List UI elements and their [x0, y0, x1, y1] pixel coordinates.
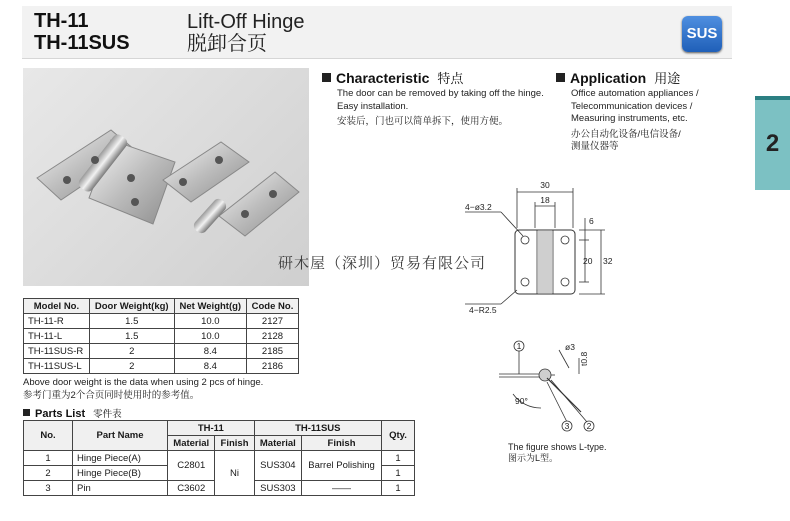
table-row: 1 Hinge Piece(A) C2801 Ni SUS304 Barrel Polishing 1	[24, 451, 415, 466]
spec-table-header	[24, 299, 299, 314]
table-row: TH-11SUS-L 2 8.4 2186	[24, 359, 299, 374]
dim-32: 32	[603, 256, 613, 266]
col-code-no: Code No.	[247, 299, 299, 314]
callout-1: 1	[516, 341, 522, 351]
drawing-caption: The figure shows L-type. 图示为L型。	[508, 442, 607, 463]
model-number-sus: TH-11SUS	[34, 32, 130, 54]
col-th11: TH-11	[168, 421, 255, 436]
dim-20: 20	[583, 256, 593, 266]
spec-table	[23, 298, 299, 374]
characteristic-text: The door can be removed by taking off the hinge. Easy installation. 安装后，门也可以简单拆下，使用方便。	[337, 88, 544, 127]
col-part-name: Part Name	[73, 421, 168, 451]
table-row: 3 Pin C3602 SUS303 —— 1	[24, 481, 415, 496]
col-finish-sus: Finish	[302, 436, 382, 451]
col-net-weight: Net Weight(g)	[174, 299, 246, 314]
product-title-cn: 脱卸合页	[187, 33, 267, 55]
col-finish: Finish	[215, 436, 254, 451]
dim-30: 30	[540, 180, 550, 190]
sus-badge: SUS	[682, 16, 722, 52]
callout-3: 3	[564, 421, 570, 431]
characteristic-heading: Characteristic 特点	[322, 68, 463, 87]
watermark-text: 研木屋（深圳）贸易有限公司	[278, 254, 487, 272]
hinge-photo-illustration	[23, 68, 309, 286]
square-bullet-icon	[556, 73, 565, 82]
pin-diameter: ø3	[565, 342, 575, 352]
table-row: TH-11-L 1.5 10.0 2128	[24, 329, 299, 344]
square-bullet-icon	[322, 73, 331, 82]
thickness-label: t0.8	[579, 351, 589, 366]
angle-label: 90°	[515, 396, 528, 406]
square-bullet-icon	[23, 409, 30, 416]
product-photo	[23, 68, 309, 286]
col-material: Material	[168, 436, 215, 451]
dim-18: 18	[540, 195, 550, 205]
col-door-weight: Door Weight(kg)	[89, 299, 174, 314]
col-no: No.	[24, 421, 73, 451]
hole-label: 4−ø3.2	[465, 202, 492, 212]
technical-drawing-side	[495, 338, 615, 438]
product-title-en: Lift-Off Hinge	[187, 11, 305, 33]
header-bar	[22, 6, 732, 59]
weight-note: Above door weight is the data when using 2 pcs of hinge. 参考门重为2个合页同时使用时的参考值。	[23, 377, 264, 401]
col-model-no: Model No.	[24, 299, 90, 314]
table-row: TH-11SUS-R 2 8.4 2185	[24, 344, 299, 359]
section-tab-number: 2	[765, 130, 780, 157]
model-number: TH-11	[34, 10, 89, 32]
technical-drawing-front	[455, 178, 615, 318]
table-row: TH-11-R 1.5 10.0 2127	[24, 314, 299, 329]
table-row: 2 Hinge Piece(B) 1	[24, 466, 415, 481]
radius-label: 4−R2.5	[469, 305, 497, 315]
application-heading: Application 用途	[556, 68, 680, 87]
parts-table	[23, 420, 415, 496]
col-qty: Qty.	[382, 421, 415, 451]
dim-6: 6	[589, 216, 594, 226]
application-text: Office automation appliances / Telecommunication devices / Measuring instruments, etc. 办公自动化设备/电信设备/ 测量仪器等	[571, 88, 699, 152]
callout-2: 2	[586, 421, 592, 431]
section-tab[interactable]	[755, 96, 790, 190]
parts-list-heading: Parts List 零件表	[23, 406, 122, 420]
col-material-sus: Material	[254, 436, 301, 451]
col-th11sus: TH-11SUS	[254, 421, 381, 436]
